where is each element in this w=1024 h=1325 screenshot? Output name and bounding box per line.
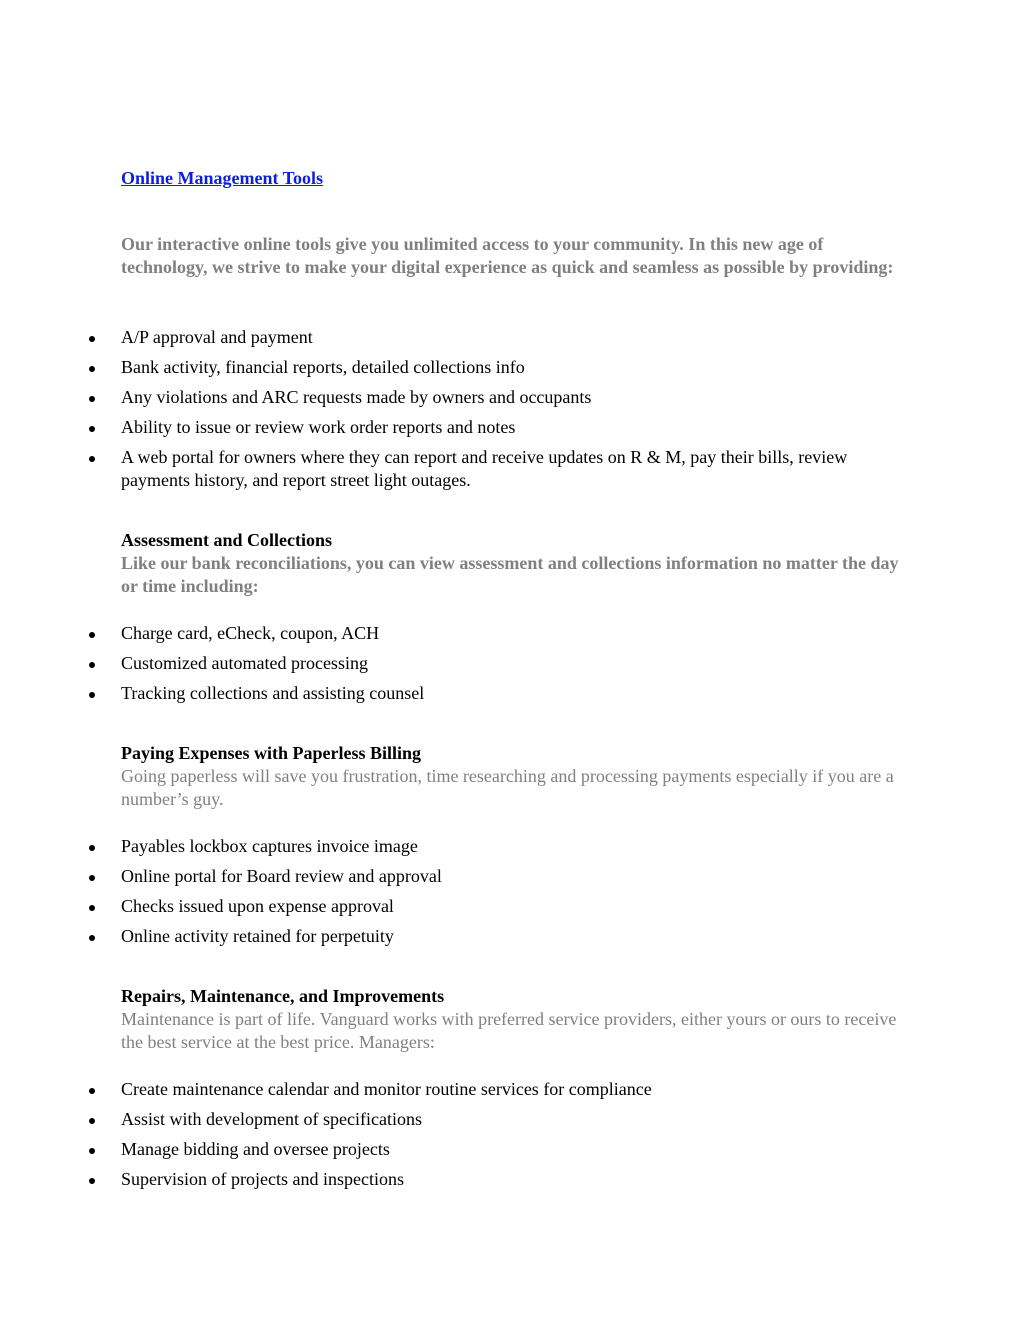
section-body: Like our bank reconciliations, you can view assessment and collections information no matter the day or time including:	[121, 553, 899, 596]
bullet-icon	[89, 366, 95, 372]
list-item-text: Customized automated processing	[121, 653, 368, 673]
assessment-bullet-list	[0, 622, 900, 712]
list-item-text: Bank activity, financial reports, detailed collections info	[121, 357, 525, 377]
list-item-text: Supervision of projects and inspections	[121, 1169, 404, 1189]
list-item	[0, 682, 900, 705]
list-item	[0, 1138, 900, 1161]
list-item-text: A/P approval and payment	[121, 327, 313, 347]
section-repairs-maintenance	[121, 985, 901, 1054]
list-item	[0, 1078, 900, 1101]
bullet-icon	[89, 1088, 95, 1094]
intro-paragraph: Our interactive online tools give you unlimited access to your community. In this new age of technology, we strive to make your digital experience as quick and seamless as possible by providing:	[121, 234, 894, 277]
list-item	[0, 865, 900, 888]
bullet-icon	[89, 426, 95, 432]
bullet-icon	[89, 845, 95, 851]
section-paperless-billing	[121, 742, 901, 811]
list-item-text: Tracking collections and assisting counsel	[121, 683, 425, 703]
list-item	[0, 1168, 900, 1191]
intro-bullet-list	[0, 326, 900, 499]
bullet-icon	[89, 935, 95, 941]
list-item-text: Charge card, eCheck, coupon, ACH	[121, 623, 380, 643]
section-heading: Repairs, Maintenance, and Improvements	[121, 986, 445, 1006]
list-item-text: Checks issued upon expense approval	[121, 896, 394, 916]
bullet-icon	[89, 1148, 95, 1154]
list-item-text: Ability to issue or review work order reports and notes	[121, 417, 516, 437]
section-body: Maintenance is part of life. Vanguard works with preferred service providers, either yours or ours to receive the best service at the best price. Managers:	[121, 1009, 897, 1052]
list-item-text: Any violations and ARC requests made by owners and occupants	[121, 387, 592, 407]
list-item-text: A web portal for owners where they can report and receive updates on R & M, pay their bills, review payments history, and report street light outages.	[121, 447, 848, 490]
list-item	[0, 416, 900, 439]
bullet-icon	[89, 1178, 95, 1184]
list-item	[0, 622, 900, 645]
list-item	[0, 446, 900, 492]
list-item-text: Online activity retained for perpetuity	[121, 926, 394, 946]
section-heading: Assessment and Collections	[121, 530, 333, 550]
section-body: Going paperless will save you frustration, time researching and processing payments especially if you are a number’s guy.	[121, 766, 894, 809]
list-item-text: Assist with development of specifications	[121, 1109, 422, 1129]
section-heading: Paying Expenses with Paperless Billing	[121, 743, 422, 763]
list-item-text: Payables lockbox captures invoice image	[121, 836, 418, 856]
bullet-icon	[89, 662, 95, 668]
bullet-icon	[89, 692, 95, 698]
list-item	[0, 895, 900, 918]
bullet-icon	[89, 336, 95, 342]
list-item	[0, 386, 900, 409]
paperless-bullet-list	[0, 835, 900, 955]
section-assessment-collections	[121, 529, 901, 598]
bullet-icon	[89, 905, 95, 911]
list-item	[0, 835, 900, 858]
page-title-link[interactable]: Online Management Tools	[121, 168, 324, 188]
list-item-text: Create maintenance calendar and monitor routine services for compliance	[121, 1079, 652, 1099]
repairs-bullet-list	[0, 1078, 900, 1198]
list-item	[0, 925, 900, 948]
bullet-icon	[89, 875, 95, 881]
bullet-icon	[89, 396, 95, 402]
list-item-text: Manage bidding and oversee projects	[121, 1139, 390, 1159]
list-item	[0, 326, 900, 349]
bullet-icon	[89, 1118, 95, 1124]
list-item	[0, 1108, 900, 1131]
list-item	[0, 356, 900, 379]
bullet-icon	[89, 456, 95, 462]
bullet-icon	[89, 632, 95, 638]
list-item-text: Online portal for Board review and approval	[121, 866, 442, 886]
list-item	[0, 652, 900, 675]
